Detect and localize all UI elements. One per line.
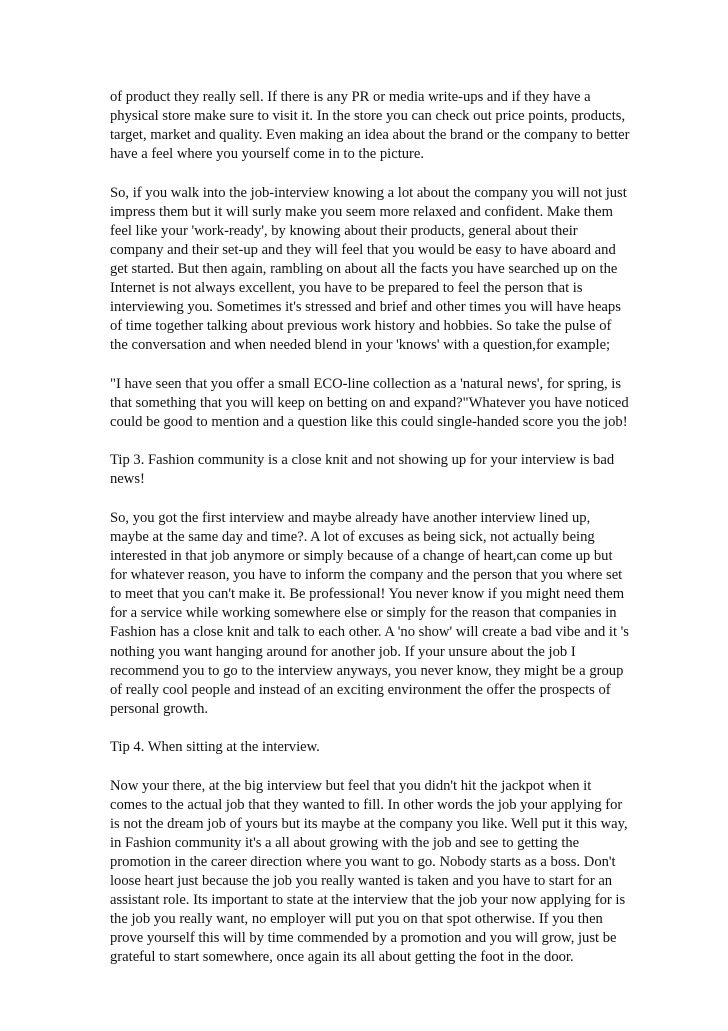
- paragraph-interview-knowledge: So, if you walk into the job-interview knowing a lot about the company you will not just impress them but it will surly make you seem more relaxed and confident. Make them feel like your 'work-ready', by knowing about their products, general about their company and their set-up and they will feel that you would be easy to have aboard and get started. But then again, rambling on about all the facts you have searched up on the Internet is not always excellent, you have to be prepared to feel the person that is interviewing you. Sometimes it's stressed and brief and other times you will have heaps of time together talking about previous work history and hobbies. So take the pulse of the conversation and when needed blend in your 'knows' with a question,for example;: [110, 184, 627, 354]
- heading-tip-3: Tip 3. Fashion community is a close knit and not showing up for your interview is bad news!: [110, 452, 615, 488]
- paragraph-no-show: So, you got the first interview and maybe already have another interview lined up, maybe at the same day and time?. A lot of excuses as being sick, not actually being interested in that job anymore or simply because of a change of heart,can come up but for whatever reason, you have to inform the company and the person that you where set to meet that you can't make it. Be professional! You never know if you might need them for a service while working somewhere else or simply for the reason that companies in Fashion has a close knit and talk to each other. A 'no show' will create a bad vibe and it 's nothing you want hanging around for another job. If your unsure about the job I recommend you to go to the interview anyways, you never know, they might be a group of really cool people and instead of an exciting environment the offer the prospects of personal growth.: [110, 509, 629, 717]
- paragraph-example-question: "I have seen that you offer a small ECO-line collection as a 'natural news', for spring, is that something that you will keep on betting on and expand?"Whatever you have noticed could be good to mention and a question like this could single-handed score you the job!: [110, 375, 629, 430]
- paragraph-company-research: of product they really sell. If there is any PR or media write-ups and if they have a physical store make sure to visit it. In the store you can check out price points, products, target, market and quality. Even making an idea about the brand or the company to better have a feel where you yourself come in to the picture.: [110, 89, 630, 163]
- paragraph-at-interview: Now your there, at the big interview but feel that you didn't hit the jackpot when it comes to the actual job that they wanted to fill. In other words the job your applying for is not the dream job of yours but its maybe at the company you like. Well put it this way, in Fashion community it's a all about growing with the job and see to getting the promotion in the career direction where you want to go. Nobody starts as a boss. Don't loose heart just because the job you really wanted is taken and you have to start for an assistant role. Its important to state at the interview that the job your now applying for is the job you really want, no employer will put you on that spot otherwise. If you then prove yourself this will by time commended by a promotion and you will grow, just be grateful to start somewhere, once again its all about getting the foot in the door.: [110, 777, 628, 966]
- heading-tip-4: Tip 4. When sitting at the interview.: [110, 739, 320, 756]
- document-body: [110, 88, 630, 987]
